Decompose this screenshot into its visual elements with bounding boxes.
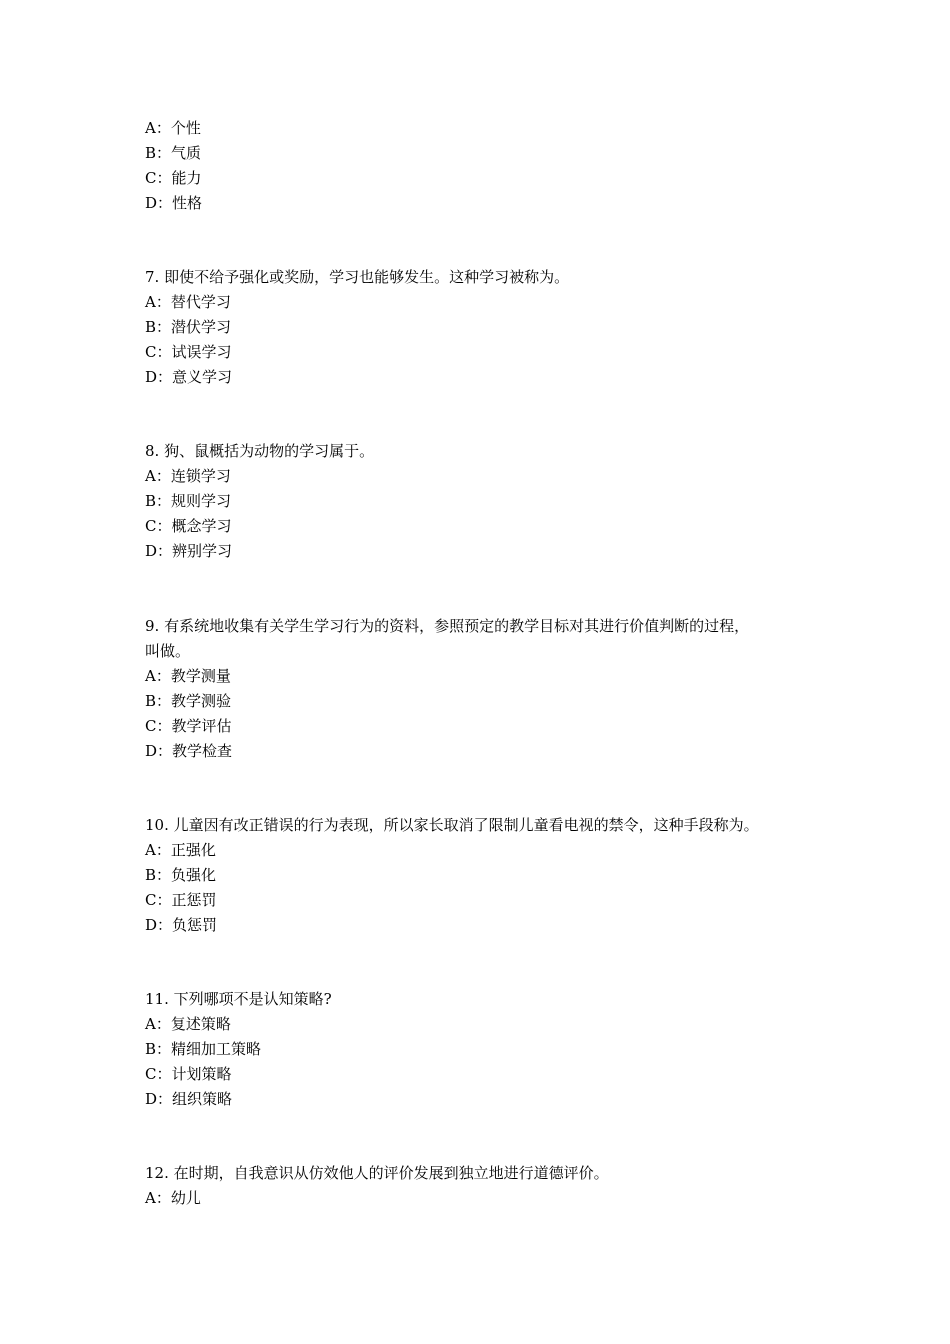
question-6-options — [145, 116, 815, 216]
question-7 — [145, 265, 815, 390]
question-12 — [145, 1161, 815, 1211]
option-d: D：性格 — [145, 194, 203, 212]
option-a: A：连锁学习 — [145, 467, 231, 485]
question-11 — [145, 987, 815, 1112]
question-text: 7. 即使不给予强化或奖励，学习也能够发生。这种学习被称为。 — [145, 268, 570, 286]
option-d: D：组织策略 — [145, 1090, 233, 1108]
option-a: A：复述策略 — [145, 1015, 231, 1033]
option-a: A：替代学习 — [145, 293, 231, 311]
question-9 — [145, 614, 815, 764]
question-text: 11. 下列哪项不是认知策略? — [145, 990, 332, 1008]
question-text-line-1: 9. 有系统地收集有关学生学习行为的资料，参照预定的教学目标对其进行价值判断的过程， — [145, 617, 750, 635]
option-c: C：计划策略 — [145, 1065, 232, 1083]
option-b: B：教学测验 — [145, 692, 232, 710]
option-b: B：负强化 — [145, 866, 217, 884]
option-a: A：正强化 — [145, 841, 216, 859]
option-a: A：幼儿 — [145, 1189, 201, 1207]
option-d: D：教学检查 — [145, 742, 233, 760]
option-b: B：气质 — [145, 144, 202, 162]
option-c: C：概念学习 — [145, 517, 232, 535]
option-b: B：潜伏学习 — [145, 318, 232, 336]
option-a: A：个性 — [145, 119, 201, 137]
option-d: D：辨别学习 — [145, 542, 233, 560]
question-text: 10. 儿童因有改正错误的行为表现，所以家长取消了限制儿童看电视的禁令，这种手段称为。 — [145, 816, 759, 834]
option-d: D：意义学习 — [145, 368, 233, 386]
option-c: C：能力 — [145, 169, 202, 187]
option-b: B：规则学习 — [145, 492, 232, 510]
question-text: 8. 狗、鼠概括为动物的学习属于。 — [145, 442, 375, 460]
option-a: A：教学测量 — [145, 667, 231, 685]
question-text-line-2: 叫做。 — [145, 642, 191, 660]
question-10 — [145, 813, 815, 938]
option-c: C：试误学习 — [145, 343, 232, 361]
question-text: 12. 在时期，自我意识从仿效他人的评价发展到独立地进行道德评价。 — [145, 1164, 609, 1182]
option-d: D：负惩罚 — [145, 916, 218, 934]
option-c: C：正惩罚 — [145, 891, 217, 909]
option-c: C：教学评估 — [145, 717, 232, 735]
option-b: B：精细加工策略 — [145, 1040, 262, 1058]
question-8 — [145, 439, 815, 564]
